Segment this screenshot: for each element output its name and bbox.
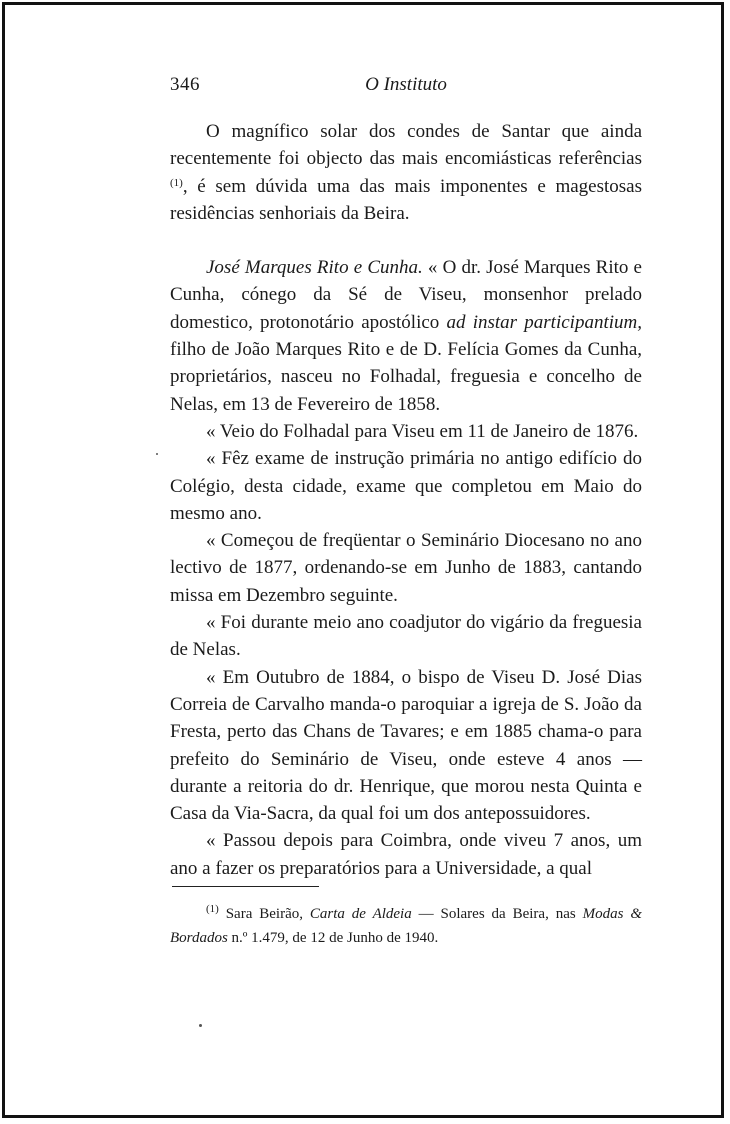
italic-text: Modas & Bordados <box>170 906 643 946</box>
paragraph <box>170 254 642 418</box>
text-run: « Começou de freqüentar o Seminário Diocesano no ano lectivo de 1877, ordenando-se em Junho de 1883, cantando missa em Dezembro seguinte. <box>170 530 642 606</box>
text-run: « Veio do Folhadal para Viseu em 11 de Janeiro de 1876. <box>206 420 639 442</box>
page-header <box>170 74 642 100</box>
text-run: n.º 1.479, de 12 de Junho de 1940. <box>227 930 439 946</box>
paragraph <box>170 418 642 445</box>
text-run: « Passou depois para Coimbra, onde viveu 7 anos, um ano a fazer os preparatórios para a Universidade, a qual <box>170 830 642 879</box>
italic-text: ad instar participantium, <box>446 311 642 333</box>
text-run: — Solares da Beira, nas <box>411 906 583 922</box>
paragraph <box>170 827 642 882</box>
text-run: filho de João Marques Rito e de D. Felícia Gomes da Cunha, proprietários, nasceu no Folhadal, freguesia e concelho de Nelas, em 13 de Fevereiro de 1858. <box>170 339 642 415</box>
scan-speck <box>199 1024 202 1027</box>
text-run: , é sem dúvida uma das mais imponentes e magestosas residências senhoriais da Beira. <box>170 175 642 224</box>
body-text <box>170 118 642 882</box>
paragraph <box>170 118 642 227</box>
paragraph <box>170 664 642 828</box>
running-title: O Instituto <box>365 74 447 95</box>
text-run: « Em Outubro de 1884, o bispo de Viseu D. José Dias Correia de Carvalho manda-o paroquiar a igreja de S. João da Fresta, perto das Chans de Tavares; e em 1885 chama-o para prefeito do Seminário de Viseu, onde esteve 4 anos — durante a reitoria do dr. Henrique, que morou nesta Quinta e Casa da Via-Sacra, da qual foi um dos antepossuidores. <box>170 666 642 825</box>
footnote <box>170 902 642 950</box>
page-number: 346 <box>170 74 200 95</box>
footnote-rule <box>172 886 319 887</box>
italic-text: Carta de Aldeia <box>309 906 412 922</box>
paragraph <box>170 445 642 527</box>
footnotes <box>170 902 642 950</box>
paragraph <box>170 527 642 609</box>
footnote-marker: (1) <box>170 176 183 189</box>
scan-speck <box>156 453 158 455</box>
text-run: Sara Beirão, <box>218 906 310 922</box>
footnote-marker: (1) <box>206 903 219 915</box>
italic-text: José Marques Rito e Cunha. <box>206 257 423 279</box>
text-run: « Foi durante meio ano coadjutor do vigário da freguesia de Nelas. <box>170 612 642 661</box>
text-run: « Fêz exame de instrução primária no antigo edifício do Colégio, desta cidade, exame que completou em Maio do mesmo ano. <box>170 448 642 524</box>
text-run: « O dr. José Marques Rito e Cunha, cónego da Sé de Viseu, monsenhor prelado domestico, protonotário apostólico <box>170 257 642 333</box>
paragraph <box>170 609 642 664</box>
text-run: O magnífico solar dos condes de Santar que ainda recentemente foi objecto das mais encomiásticas referências <box>170 121 642 170</box>
